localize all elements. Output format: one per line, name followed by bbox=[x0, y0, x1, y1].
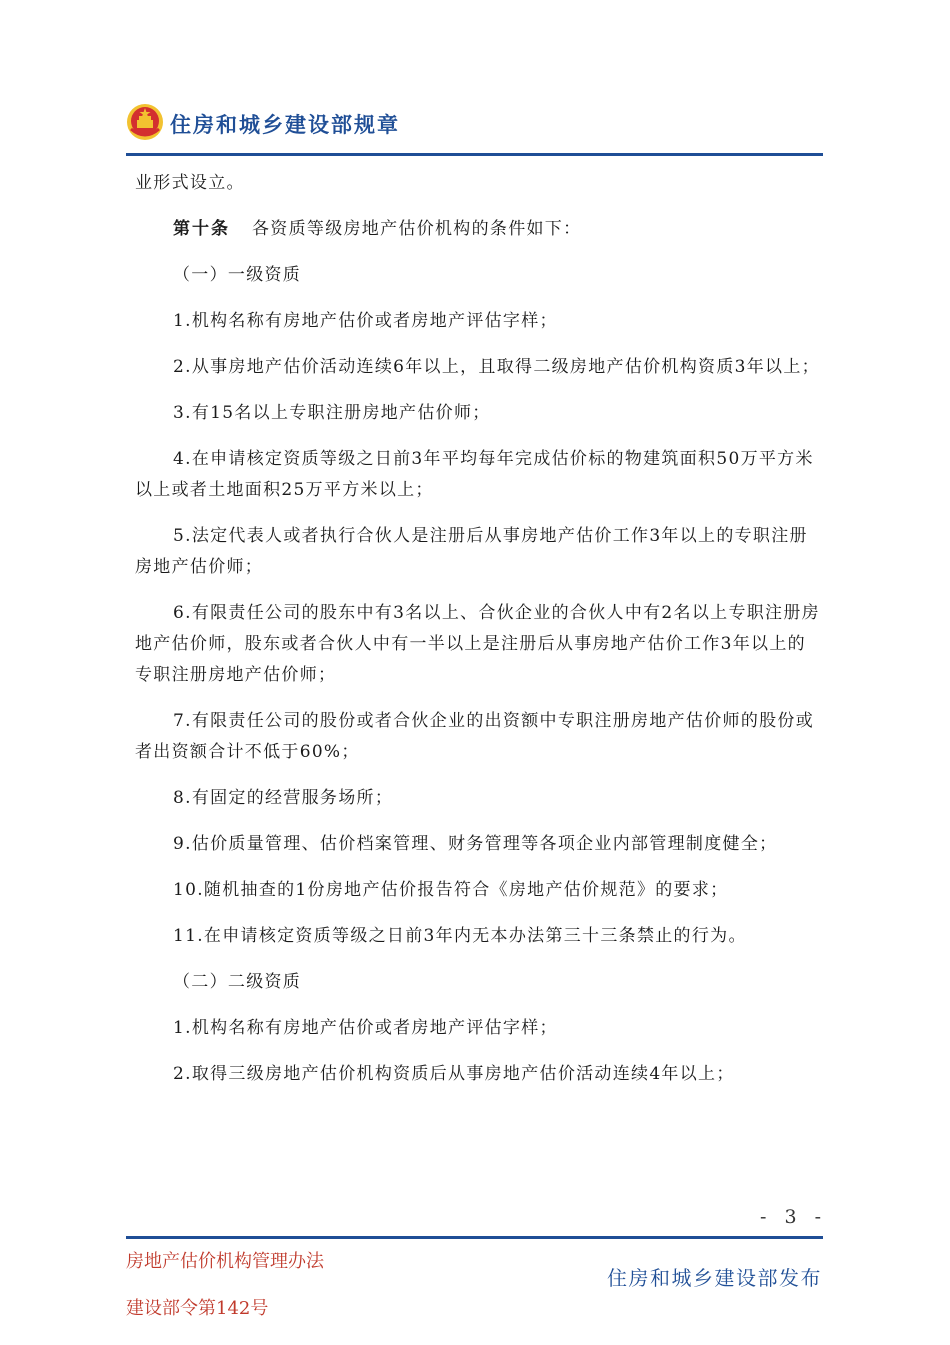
list-item: 1.机构名称有房地产估价或者房地产评估字样； bbox=[173, 1018, 558, 1038]
list-item: 4.在申请核定资质等级之日前3年平均每年完成估价标的物建筑面积50万平方米以上或者土地面积25万平方米以上； bbox=[135, 449, 814, 500]
list-item: 2.从事房地产估价活动连续6年以上，且取得二级房地产估价机构资质3年以上； bbox=[173, 357, 820, 377]
article-text: 各资质等级房地产估价机构的条件如下： bbox=[252, 219, 582, 239]
section-heading-level1: （一）一级资质 bbox=[173, 265, 302, 285]
list-item: 7.有限责任公司的股份或者合伙企业的出资额中专职注册房地产估价师的股份或者出资额合计不低于60%； bbox=[135, 711, 815, 762]
section-heading-level2: （二）二级资质 bbox=[173, 972, 302, 992]
list-item: 6.有限责任公司的股东中有3名以上、合伙企业的合伙人中有2名以上专职注册房地产估价师，股东或者合伙人中有一半以上是注册后从事房地产估价工作3年以上的专职注册房地产估价师； bbox=[135, 603, 820, 685]
decree-number: 建设部令第142号 bbox=[126, 1298, 269, 1319]
national-emblem-icon bbox=[126, 103, 164, 141]
page-number: - 3 - bbox=[760, 1206, 828, 1228]
footer-divider bbox=[126, 1236, 823, 1239]
list-item: 2.取得三级房地产估价机构资质后从事房地产估价活动连续4年以上； bbox=[173, 1064, 735, 1084]
list-item: 11.在申请核定资质等级之日前3年内无本办法第三十三条禁止的行为。 bbox=[173, 926, 747, 946]
list-item: 3.有15名以上专职注册房地产估价师； bbox=[173, 403, 491, 423]
article-10 bbox=[135, 214, 820, 245]
list-item: 8.有固定的经营服务场所； bbox=[173, 788, 394, 808]
list-item: 9.估价质量管理、估价档案管理、财务管理等各项企业内部管理制度健全； bbox=[173, 834, 778, 854]
document-body bbox=[135, 168, 820, 1090]
header-title: 住房和城乡建设部规章 bbox=[170, 113, 400, 137]
list-item: 1.机构名称有房地产估价或者房地产评估字样； bbox=[173, 311, 558, 331]
list-item: 10.随机抽查的1份房地产估价报告符合《房地产估价规范》的要求； bbox=[173, 880, 729, 900]
article-label: 第十条 bbox=[173, 219, 230, 239]
publisher: 住房和城乡建设部发布 bbox=[607, 1266, 822, 1290]
list-item: 5.法定代表人或者执行合伙人是注册后从事房地产估价工作3年以上的专职注册房地产估价师； bbox=[135, 526, 808, 577]
page-header bbox=[126, 103, 823, 155]
header-divider bbox=[126, 153, 823, 156]
paragraph: 业形式设立。 bbox=[135, 173, 245, 193]
document-title: 房地产估价机构管理办法 bbox=[126, 1251, 324, 1272]
